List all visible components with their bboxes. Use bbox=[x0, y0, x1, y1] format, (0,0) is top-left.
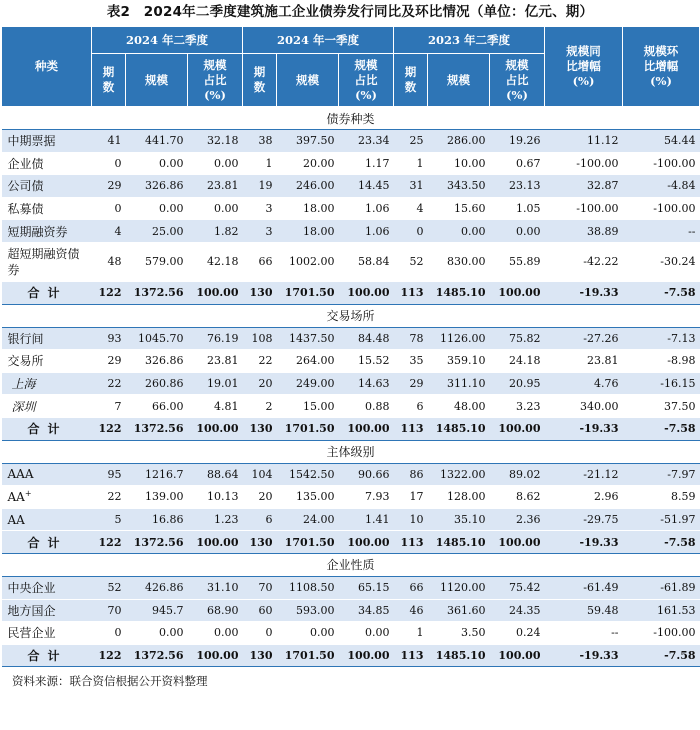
total-cell: 1372.56 bbox=[126, 644, 188, 667]
table-cell: 24.18 bbox=[490, 350, 545, 373]
table-cell: 42.18 bbox=[188, 242, 243, 281]
table-cell: 46 bbox=[394, 599, 428, 622]
table-cell: 11.12 bbox=[545, 130, 623, 153]
table-row bbox=[2, 152, 700, 175]
table-row bbox=[2, 599, 700, 622]
total-cell: 130 bbox=[243, 644, 277, 667]
table-cell: 38 bbox=[243, 130, 277, 153]
total-label: 合计 bbox=[2, 644, 92, 667]
row-name: 交易所 bbox=[2, 350, 92, 373]
table-cell: 95 bbox=[92, 463, 126, 486]
table-cell: 0 bbox=[92, 152, 126, 175]
table-cell: 20.00 bbox=[277, 152, 339, 175]
table-cell: 249.00 bbox=[277, 372, 339, 395]
header-yoy: 规模同 比增幅 (%) bbox=[545, 27, 623, 107]
table-cell: 89.02 bbox=[490, 463, 545, 486]
table-cell: 1.05 bbox=[490, 197, 545, 220]
row-name: 银行间 bbox=[2, 327, 92, 350]
section-label: 企业性质 bbox=[2, 553, 700, 576]
table-cell: 4 bbox=[92, 220, 126, 243]
table-cell: 0.00 bbox=[490, 220, 545, 243]
table-cell: 15.00 bbox=[277, 395, 339, 418]
table-cell: 22 bbox=[92, 372, 126, 395]
table-cell: 14.63 bbox=[339, 372, 394, 395]
table-cell: -100.00 bbox=[623, 197, 700, 220]
table-row bbox=[2, 463, 700, 486]
table-cell: 0 bbox=[92, 197, 126, 220]
table-cell: 70 bbox=[243, 576, 277, 599]
table-cell: 1.23 bbox=[188, 508, 243, 531]
section-header-row bbox=[2, 553, 700, 576]
table-cell: 0.00 bbox=[339, 622, 394, 645]
row-name: 公司债 bbox=[2, 175, 92, 198]
total-cell: 100.00 bbox=[339, 531, 394, 554]
table-cell: 1542.50 bbox=[277, 463, 339, 486]
table-cell: 1 bbox=[243, 152, 277, 175]
table-cell: 4.76 bbox=[545, 372, 623, 395]
row-name: AA bbox=[2, 508, 92, 531]
table-cell: 38.89 bbox=[545, 220, 623, 243]
total-cell: 100.00 bbox=[490, 281, 545, 304]
table-cell: 139.00 bbox=[126, 486, 188, 509]
table-cell: 1002.00 bbox=[277, 242, 339, 281]
table-cell: 22 bbox=[92, 486, 126, 509]
table-cell: 76.19 bbox=[188, 327, 243, 350]
table-cell: 0.88 bbox=[339, 395, 394, 418]
table-cell: 20 bbox=[243, 486, 277, 509]
table-cell: 15.52 bbox=[339, 350, 394, 373]
table-cell: -- bbox=[545, 622, 623, 645]
row-name: AA+ bbox=[2, 486, 92, 509]
table-cell: 65.15 bbox=[339, 576, 394, 599]
table-cell: -- bbox=[623, 220, 700, 243]
table-cell: 34.85 bbox=[339, 599, 394, 622]
table-cell: 441.70 bbox=[126, 130, 188, 153]
table-cell: 68.90 bbox=[188, 599, 243, 622]
table-cell: 29 bbox=[92, 175, 126, 198]
table-cell: -100.00 bbox=[623, 622, 700, 645]
row-name: 中期票据 bbox=[2, 130, 92, 153]
table-cell: 0 bbox=[92, 622, 126, 645]
table-cell: 104 bbox=[243, 463, 277, 486]
total-cell: 113 bbox=[394, 531, 428, 554]
table-cell: 1.06 bbox=[339, 197, 394, 220]
table-cell: 1 bbox=[394, 622, 428, 645]
header-count: 期 数 bbox=[243, 54, 277, 107]
table-cell: 397.50 bbox=[277, 130, 339, 153]
table-cell: 4.81 bbox=[188, 395, 243, 418]
table-cell: 23.81 bbox=[545, 350, 623, 373]
table-cell: 88.64 bbox=[188, 463, 243, 486]
total-cell: -19.33 bbox=[545, 644, 623, 667]
table-cell: 48.00 bbox=[428, 395, 490, 418]
table-cell: 52 bbox=[394, 242, 428, 281]
table-row bbox=[2, 220, 700, 243]
table-cell: 1.17 bbox=[339, 152, 394, 175]
total-cell: 100.00 bbox=[339, 417, 394, 440]
header-scale: 规模 bbox=[126, 54, 188, 107]
total-cell: 130 bbox=[243, 417, 277, 440]
table-cell: 945.7 bbox=[126, 599, 188, 622]
table-cell: 19.01 bbox=[188, 372, 243, 395]
table-cell: 55.89 bbox=[490, 242, 545, 281]
table-cell: 0.24 bbox=[490, 622, 545, 645]
row-name: 地方国企 bbox=[2, 599, 92, 622]
table-cell: 29 bbox=[394, 372, 428, 395]
table-cell: 3.50 bbox=[428, 622, 490, 645]
table-cell: 59.48 bbox=[545, 599, 623, 622]
table-cell: 135.00 bbox=[277, 486, 339, 509]
total-cell: 100.00 bbox=[490, 531, 545, 554]
table-cell: 31 bbox=[394, 175, 428, 198]
table-cell: -42.22 bbox=[545, 242, 623, 281]
table-cell: 2.36 bbox=[490, 508, 545, 531]
table-cell: -30.24 bbox=[623, 242, 700, 281]
table-cell: 0.00 bbox=[126, 152, 188, 175]
table-cell: 1437.50 bbox=[277, 327, 339, 350]
table-row bbox=[2, 576, 700, 599]
total-cell: 122 bbox=[92, 281, 126, 304]
section-header-row bbox=[2, 440, 700, 463]
total-label: 合计 bbox=[2, 531, 92, 554]
table-cell: 29 bbox=[92, 350, 126, 373]
header-scale: 规模 bbox=[428, 54, 490, 107]
table-cell: 1 bbox=[394, 152, 428, 175]
total-cell: 1701.50 bbox=[277, 531, 339, 554]
table-cell: -61.49 bbox=[545, 576, 623, 599]
total-cell: 122 bbox=[92, 417, 126, 440]
table-cell: 6 bbox=[243, 508, 277, 531]
table-cell: 0 bbox=[243, 622, 277, 645]
table-cell: 23.81 bbox=[188, 350, 243, 373]
section-label: 债券种类 bbox=[2, 107, 700, 130]
total-cell: -7.58 bbox=[623, 531, 700, 554]
table-cell: 579.00 bbox=[126, 242, 188, 281]
table-cell: 593.00 bbox=[277, 599, 339, 622]
table-row bbox=[2, 508, 700, 531]
table-cell: 35 bbox=[394, 350, 428, 373]
section-header-row bbox=[2, 304, 700, 327]
row-name: AAA bbox=[2, 463, 92, 486]
table-cell: 0.00 bbox=[428, 220, 490, 243]
total-cell: 122 bbox=[92, 531, 126, 554]
total-cell: 130 bbox=[243, 531, 277, 554]
table-cell: 78 bbox=[394, 327, 428, 350]
table-cell: 60 bbox=[243, 599, 277, 622]
total-cell: 1372.56 bbox=[126, 531, 188, 554]
section-header-row bbox=[2, 107, 700, 130]
table-cell: 10.13 bbox=[188, 486, 243, 509]
table-cell: 54.44 bbox=[623, 130, 700, 153]
table-cell: 1.06 bbox=[339, 220, 394, 243]
table-cell: 426.86 bbox=[126, 576, 188, 599]
table-cell: 0.00 bbox=[188, 622, 243, 645]
total-cell: 100.00 bbox=[188, 281, 243, 304]
table-cell: 86 bbox=[394, 463, 428, 486]
total-cell: -19.33 bbox=[545, 281, 623, 304]
table-cell: 75.42 bbox=[490, 576, 545, 599]
total-label: 合计 bbox=[2, 281, 92, 304]
total-cell: -19.33 bbox=[545, 531, 623, 554]
total-cell: -7.58 bbox=[623, 281, 700, 304]
table-cell: 1108.50 bbox=[277, 576, 339, 599]
table-cell: 326.86 bbox=[126, 175, 188, 198]
row-name: 深圳 bbox=[2, 395, 92, 418]
table-cell: 0.00 bbox=[277, 622, 339, 645]
header-share: 规模 占比 (%) bbox=[188, 54, 243, 107]
total-row bbox=[2, 644, 700, 667]
total-cell: 1701.50 bbox=[277, 417, 339, 440]
table-title: 表2 2024年二季度建筑施工企业债券发行同比及环比情况（单位：亿元、期） bbox=[106, 4, 594, 20]
row-name: 中央企业 bbox=[2, 576, 92, 599]
table-cell: -29.75 bbox=[545, 508, 623, 531]
table-cell: 0.67 bbox=[490, 152, 545, 175]
table-cell: 7 bbox=[92, 395, 126, 418]
table-cell: 3 bbox=[243, 220, 277, 243]
table-row bbox=[2, 242, 700, 281]
total-row bbox=[2, 281, 700, 304]
total-cell: 100.00 bbox=[188, 531, 243, 554]
table-cell: 25 bbox=[394, 130, 428, 153]
table-cell: 1216.7 bbox=[126, 463, 188, 486]
table-row bbox=[2, 327, 700, 350]
total-cell: 1701.50 bbox=[277, 281, 339, 304]
header-group-2024q1: 2024 年一季度 bbox=[243, 27, 394, 54]
table-row bbox=[2, 175, 700, 198]
header-count: 期 数 bbox=[394, 54, 428, 107]
total-cell: 100.00 bbox=[490, 417, 545, 440]
table-cell: 66 bbox=[243, 242, 277, 281]
table-cell: 20 bbox=[243, 372, 277, 395]
header-scale: 规模 bbox=[277, 54, 339, 107]
table-cell: 311.10 bbox=[428, 372, 490, 395]
total-cell: 100.00 bbox=[490, 644, 545, 667]
table-cell: -100.00 bbox=[545, 152, 623, 175]
total-cell: 100.00 bbox=[188, 417, 243, 440]
table-row bbox=[2, 622, 700, 645]
table-cell: 260.86 bbox=[126, 372, 188, 395]
table-cell: 23.81 bbox=[188, 175, 243, 198]
header-group-2024q2: 2024 年二季度 bbox=[92, 27, 243, 54]
header-share: 规模 占比 (%) bbox=[339, 54, 394, 107]
section-label: 交易场所 bbox=[2, 304, 700, 327]
table-cell: 31.10 bbox=[188, 576, 243, 599]
row-name: 民营企业 bbox=[2, 622, 92, 645]
table-cell: 0.00 bbox=[188, 197, 243, 220]
table-cell: 22 bbox=[243, 350, 277, 373]
table-cell: -100.00 bbox=[545, 197, 623, 220]
total-cell: -7.58 bbox=[623, 417, 700, 440]
total-row bbox=[2, 417, 700, 440]
table-cell: 17 bbox=[394, 486, 428, 509]
table-cell: 161.53 bbox=[623, 599, 700, 622]
table-row bbox=[2, 350, 700, 373]
table-cell: 66 bbox=[394, 576, 428, 599]
bond-issuance-table bbox=[1, 26, 700, 667]
table-cell: 20.95 bbox=[490, 372, 545, 395]
table-cell: -51.97 bbox=[623, 508, 700, 531]
table-cell: 0.00 bbox=[188, 152, 243, 175]
table-cell: 93 bbox=[92, 327, 126, 350]
table-row bbox=[2, 395, 700, 418]
table-cell: 8.62 bbox=[490, 486, 545, 509]
table-cell: -100.00 bbox=[623, 152, 700, 175]
table-cell: 7.93 bbox=[339, 486, 394, 509]
table-cell: 37.50 bbox=[623, 395, 700, 418]
total-cell: 113 bbox=[394, 281, 428, 304]
table-cell: 84.48 bbox=[339, 327, 394, 350]
row-name: 超短期融资债券 bbox=[2, 242, 92, 281]
table-cell: 359.10 bbox=[428, 350, 490, 373]
table-cell: 19 bbox=[243, 175, 277, 198]
table-cell: 1.82 bbox=[188, 220, 243, 243]
table-cell: 10 bbox=[394, 508, 428, 531]
total-cell: 100.00 bbox=[339, 281, 394, 304]
table-cell: -4.84 bbox=[623, 175, 700, 198]
header-count: 期 数 bbox=[92, 54, 126, 107]
table-cell: 15.60 bbox=[428, 197, 490, 220]
row-name: 私募债 bbox=[2, 197, 92, 220]
table-cell: 24.00 bbox=[277, 508, 339, 531]
table-cell: 108 bbox=[243, 327, 277, 350]
section-label: 主体级别 bbox=[2, 440, 700, 463]
table-cell: 18.00 bbox=[277, 220, 339, 243]
table-cell: -21.12 bbox=[545, 463, 623, 486]
total-label: 合计 bbox=[2, 417, 92, 440]
row-name: 企业债 bbox=[2, 152, 92, 175]
table-cell: 10.00 bbox=[428, 152, 490, 175]
total-cell: 1372.56 bbox=[126, 417, 188, 440]
total-cell: 113 bbox=[394, 644, 428, 667]
table-cell: 6 bbox=[394, 395, 428, 418]
table-cell: 2 bbox=[243, 395, 277, 418]
table-cell: 58.84 bbox=[339, 242, 394, 281]
total-cell: 1485.10 bbox=[428, 281, 490, 304]
table-cell: 32.18 bbox=[188, 130, 243, 153]
table-cell: 1120.00 bbox=[428, 576, 490, 599]
table-cell: 52 bbox=[92, 576, 126, 599]
table-cell: 24.35 bbox=[490, 599, 545, 622]
total-cell: 100.00 bbox=[188, 644, 243, 667]
table-cell: 830.00 bbox=[428, 242, 490, 281]
table-cell: 48 bbox=[92, 242, 126, 281]
table-cell: 32.87 bbox=[545, 175, 623, 198]
total-cell: 100.00 bbox=[339, 644, 394, 667]
table-cell: 1045.70 bbox=[126, 327, 188, 350]
table-cell: -8.98 bbox=[623, 350, 700, 373]
table-cell: 5 bbox=[92, 508, 126, 531]
table-cell: 41 bbox=[92, 130, 126, 153]
total-cell: 130 bbox=[243, 281, 277, 304]
table-cell: -16.15 bbox=[623, 372, 700, 395]
table-cell: 3.23 bbox=[490, 395, 545, 418]
total-cell: 1485.10 bbox=[428, 417, 490, 440]
table-row bbox=[2, 130, 700, 153]
table-cell: 23.13 bbox=[490, 175, 545, 198]
table-cell: 3 bbox=[243, 197, 277, 220]
table-cell: 1.41 bbox=[339, 508, 394, 531]
table-cell: 23.34 bbox=[339, 130, 394, 153]
table-cell: -7.13 bbox=[623, 327, 700, 350]
total-cell: 122 bbox=[92, 644, 126, 667]
total-cell: 1485.10 bbox=[428, 531, 490, 554]
table-cell: 340.00 bbox=[545, 395, 623, 418]
total-cell: 1372.56 bbox=[126, 281, 188, 304]
table-row bbox=[2, 372, 700, 395]
header-share: 规模 占比 (%) bbox=[490, 54, 545, 107]
table-cell: -7.97 bbox=[623, 463, 700, 486]
table-cell: 14.45 bbox=[339, 175, 394, 198]
table-cell: 0.00 bbox=[126, 622, 188, 645]
table-cell: 8.59 bbox=[623, 486, 700, 509]
header-group-2023q2: 2023 年二季度 bbox=[394, 27, 545, 54]
table-cell: 286.00 bbox=[428, 130, 490, 153]
total-cell: -7.58 bbox=[623, 644, 700, 667]
table-cell: 128.00 bbox=[428, 486, 490, 509]
table-cell: 19.26 bbox=[490, 130, 545, 153]
source-note: 资料来源：联合资信根据公开资料整理 bbox=[12, 674, 208, 689]
table-cell: 16.86 bbox=[126, 508, 188, 531]
table-cell: 75.82 bbox=[490, 327, 545, 350]
header-category: 种类 bbox=[2, 27, 92, 107]
table-cell: 0 bbox=[394, 220, 428, 243]
table-cell: 246.00 bbox=[277, 175, 339, 198]
row-name: 短期融资券 bbox=[2, 220, 92, 243]
table-body bbox=[2, 107, 700, 667]
row-name: 上海 bbox=[2, 372, 92, 395]
table-cell: 90.66 bbox=[339, 463, 394, 486]
total-row bbox=[2, 531, 700, 554]
table-cell: -27.26 bbox=[545, 327, 623, 350]
table-cell: 264.00 bbox=[277, 350, 339, 373]
table-cell: 326.86 bbox=[126, 350, 188, 373]
total-cell: 113 bbox=[394, 417, 428, 440]
table-cell: 70 bbox=[92, 599, 126, 622]
table-cell: 343.50 bbox=[428, 175, 490, 198]
total-cell: 1485.10 bbox=[428, 644, 490, 667]
table-cell: 2.96 bbox=[545, 486, 623, 509]
table-cell: 66.00 bbox=[126, 395, 188, 418]
total-cell: 1701.50 bbox=[277, 644, 339, 667]
table-cell: 1322.00 bbox=[428, 463, 490, 486]
table-cell: 361.60 bbox=[428, 599, 490, 622]
table-cell: 25.00 bbox=[126, 220, 188, 243]
table-cell: 35.10 bbox=[428, 508, 490, 531]
table-row bbox=[2, 486, 700, 509]
table-cell: 18.00 bbox=[277, 197, 339, 220]
header-qoq: 规模环 比增幅 (%) bbox=[623, 27, 700, 107]
table-cell: 4 bbox=[394, 197, 428, 220]
table-cell: 0.00 bbox=[126, 197, 188, 220]
table-row bbox=[2, 197, 700, 220]
table-cell: 1126.00 bbox=[428, 327, 490, 350]
total-cell: -19.33 bbox=[545, 417, 623, 440]
table-cell: -61.89 bbox=[623, 576, 700, 599]
